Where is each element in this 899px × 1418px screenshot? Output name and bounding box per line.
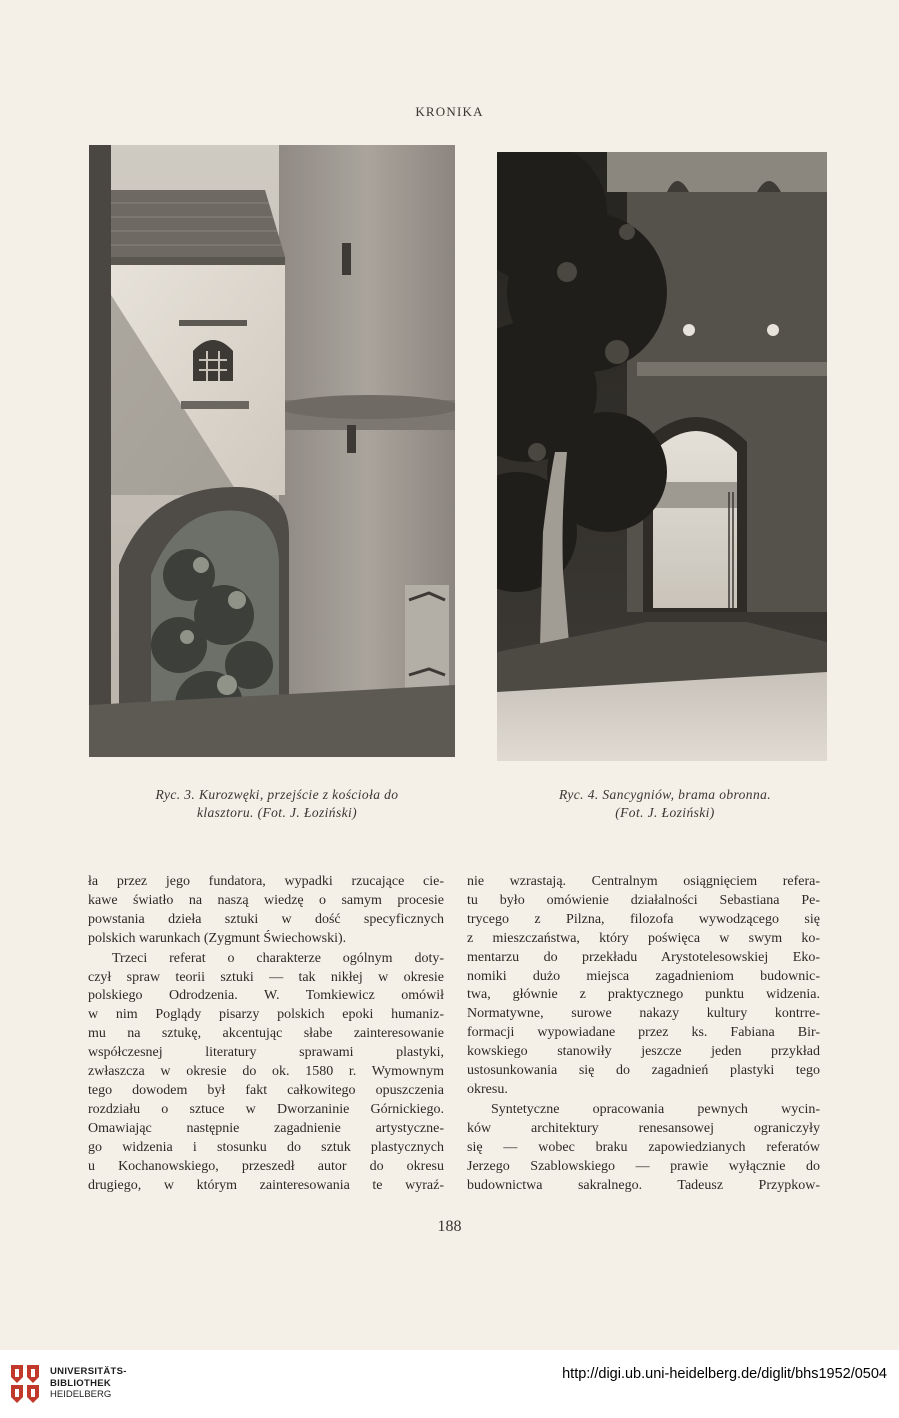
text-line: drugiego, w którym zainteresowania te wyraź-: [88, 1177, 444, 1193]
text-line: Trzeci referat o charakterze ogólnym doty-: [112, 950, 444, 966]
text-line: formacji wypowiadane przez ks. Fabiana Bir-: [467, 1025, 820, 1041]
text-line: Jerzego Szablowskiego — prawie wyłącznie do: [467, 1158, 820, 1174]
footer-bar: [0, 1350, 899, 1418]
text-line: czył spraw teorii sztuki — tak nikłej w okresie: [88, 969, 444, 985]
text-line: współczesnej literatury sprawami plastyki,: [88, 1045, 444, 1061]
caption-line: (Fot. J. Łoziński): [615, 805, 715, 820]
text-line: tu było omówienie działalności Sebastiana Pe-: [467, 892, 820, 908]
text-line: zwłaszcza w okresie do ok. 1580 r. Wymownym: [88, 1064, 444, 1080]
text-line: nomiki dużo miejsca zagadnieniom budownic-: [467, 968, 820, 984]
text-line: Omawiając następnie zagadnienie artystyczne-: [88, 1120, 444, 1136]
paragraph: [88, 873, 444, 949]
paragraph: [88, 950, 444, 1196]
photo-sancygniow-gate: [497, 152, 827, 761]
text-line: u Kochanowskiego, przeszedł autor do okresu: [88, 1158, 444, 1174]
figure-4-caption: [490, 786, 840, 822]
text-line: mentarzu do przekładu Arystotelesowskiej Eko-: [467, 949, 820, 965]
text-line: nie wzrastają. Centralnym osiągnięciem refera-: [467, 874, 820, 889]
text-line: kawe światło na naszą wiedzę o samym procesie: [88, 892, 444, 908]
page-number: 188: [437, 1218, 462, 1235]
text-line: budownictwa sakralnego. Tadeusz Przypkow-: [467, 1177, 820, 1193]
text-line: się — wobec braku zapowiedzianych referatów: [467, 1139, 820, 1155]
text-line: kowskiego stanowiły jeszcze jeden przykład: [467, 1044, 820, 1060]
text-line: polskiego Odrodzenia. W. Tomkiewicz omówił: [88, 988, 444, 1004]
text-line: trycego z Pilzna, filozofa wywodzącego się: [467, 911, 820, 927]
text-column-left: [88, 873, 444, 1195]
text-line: rozdziału o sztuce w Dworzaninie Górnickiego.: [88, 1101, 444, 1117]
text-line: mu na sztukę, akcentując słabe zainteresowanie: [88, 1026, 444, 1042]
text-line: tego dowodem był fakt całkowitego opuszczenia: [88, 1082, 444, 1098]
text-line: okresu.: [467, 1081, 508, 1097]
text-column-right: [467, 873, 820, 1195]
text-line: polskich warunkach (Zygmunt Świechowski).: [88, 930, 347, 946]
text-line: z mieszczaństwa, który poświęca w swym ko-: [467, 930, 820, 946]
text-line: powstania dzieła sztuki w dość specyficznych: [88, 911, 444, 927]
text-line: Normatywne, surowe nakazy kultury kontrre-: [467, 1006, 820, 1022]
caption-line: klasztoru. (Fot. J. Łoziński): [196, 805, 358, 820]
running-header: KRONIKA: [415, 104, 484, 119]
library-name: UNIVERSITÄTS- BIBLIOTHEK HEIDELBERG: [50, 1366, 127, 1400]
paragraph: [467, 1101, 820, 1196]
text-line: ła przez jego fundatora, wypadki rzucające cie-: [88, 874, 444, 889]
text-line: twa, głównie z praktycznego punktu widzenia.: [467, 987, 820, 1003]
caption-line: Ryc. 4. Sancygniów, brama obronna.: [558, 787, 772, 802]
text-line: w nim Poglądy pisarzy polskich epoki humaniz-: [88, 1007, 444, 1023]
text-line: ustosunkowania się do zagadnień plastyki tego: [467, 1063, 820, 1079]
text-line: go widzenia i stosunku do sztuk plastycznych: [88, 1139, 444, 1155]
caption-line: Ryc. 3. Kurozwęki, przejście z kościoła do: [155, 787, 399, 802]
text-line: ków architektury renesansowej ograniczyły: [467, 1120, 820, 1136]
figure-3-caption: [96, 786, 458, 822]
source-url-link[interactable]: http://digi.ub.uni-heidelberg.de/diglit/bhs1952/0504: [562, 1366, 887, 1382]
library-logo-icon: [9, 1363, 41, 1405]
photo-kurozweki-passage: [89, 145, 455, 757]
paragraph: [467, 873, 820, 1100]
text-line: Syntetyczne opracowania pewnych wycin-: [491, 1101, 820, 1117]
